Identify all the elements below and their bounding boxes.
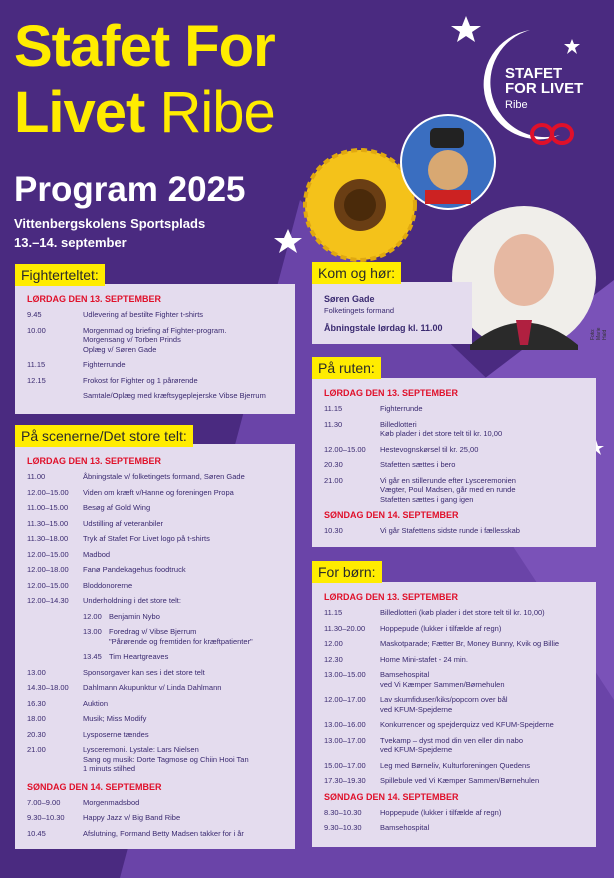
- schedule-row: [27, 798, 283, 808]
- schedule-text: Besøg af Gold Wing: [83, 503, 151, 512]
- schedule-row: [324, 404, 584, 414]
- section-heading: Fighterteltet:: [15, 264, 105, 286]
- schedule-time: 10.00: [27, 325, 46, 335]
- star-icon: [451, 16, 481, 42]
- schedule-text: Morgenmad og briefing af Fighter-program. Morgensang v/ Torben Prinds Oplæg v/ Søren Gade: [83, 325, 227, 354]
- schedule-text: Vi går en stillerunde efter Lysceremonien Vægter, Poul Madsen, går med en runde Stafetten sættes i gang igen: [380, 475, 516, 504]
- schedule-row: [324, 639, 584, 649]
- schedule-text: Stafetten sættes i bero: [380, 460, 456, 469]
- schedule-time: 13.00–17.00: [324, 735, 366, 745]
- schedule-row: [27, 472, 283, 482]
- schedule-row: [27, 310, 283, 320]
- schedule-text: Bamsehospital: [380, 823, 430, 832]
- schedule-row: [324, 776, 584, 786]
- schedule-row: [324, 655, 584, 665]
- schedule-text: Konkurrencer og spejderquizz ved KFUM-Spejderne: [380, 720, 554, 729]
- schedule-text: Foredrag v/ Vibse Bjerrum "Pårørende og fremtiden for kræftpatienter": [109, 627, 253, 646]
- schedule-time: 9.30–10.30: [27, 813, 65, 822]
- schedule-row: [83, 612, 283, 622]
- schedule-row: [324, 761, 584, 771]
- schedule-time: 11.30–15.00: [27, 518, 69, 528]
- schedule-text: Benjamin Nybo: [109, 611, 160, 621]
- schedule-text: Bloddonorerne: [83, 580, 133, 590]
- schedule-list: [27, 668, 283, 774]
- schedule-row: [324, 695, 584, 714]
- schedule-row: [27, 714, 283, 724]
- schedule-text: Lysceremoni. Lystale: Lars Nielsen Sang og musik: Dorte Tagmose og Chiin Hooi Tan 1 minuts stilhed: [83, 745, 249, 773]
- schedule-text: Vi går Stafettens sidste runde i fællesskab: [380, 526, 520, 535]
- section-heading: På ruten:: [312, 357, 381, 379]
- schedule-row: [324, 736, 584, 755]
- ruten-box: [312, 378, 596, 547]
- schedule-time: 13.00: [27, 667, 46, 677]
- schedule-row: [27, 699, 283, 709]
- schedule-row: [83, 627, 283, 646]
- schedule-time: 16.30: [27, 698, 46, 708]
- schedule-time: 12.00–15.00: [27, 549, 69, 559]
- schedule-row: [27, 596, 283, 606]
- schedule-row: [27, 391, 283, 401]
- schedule-row: [324, 670, 584, 689]
- schedule-text: Samtale/Oplæg med kræftsygeplejerske Vibse Bjerrum: [83, 391, 266, 400]
- schedule-text: Dahlmann Akupunktur v/ Linda Dahlmann: [83, 683, 222, 692]
- schedule-row: [83, 652, 283, 662]
- schedule-text: Auktion: [83, 698, 109, 708]
- schedule-time: 11.00: [27, 472, 46, 481]
- schedule-list: [324, 808, 584, 833]
- schedule-time: 9.30–10.30: [324, 823, 362, 832]
- schedule-time: [27, 391, 83, 401]
- logo-line3: Ribe: [505, 99, 528, 111]
- star-icon: [564, 39, 580, 54]
- schedule-list: [27, 472, 283, 606]
- day-heading: SØNDAG DEN 14. SEPTEMBER: [27, 781, 162, 792]
- schedule-time: 11.00–15.00: [27, 503, 69, 512]
- schedule-text: Madbod: [83, 549, 111, 559]
- portrait-image: [452, 206, 596, 350]
- schedule-text: Hestevognskørsel til kr. 25,00: [380, 444, 479, 454]
- schedule-text: Leg med Børneliv, Kulturforeningen Quedens: [380, 760, 530, 770]
- schedule-row: [27, 534, 283, 544]
- schedule-row: [27, 829, 283, 839]
- schedule-time: 12.15: [27, 375, 46, 385]
- schedule-row: [324, 823, 584, 833]
- schedule-text: Sponsorgaver kan ses i det store telt: [83, 667, 205, 677]
- schedule-text: Billedlotteri Køb plader i det store telt til kr. 10,00: [380, 419, 503, 438]
- schedule-time: 8.30–10.30: [324, 807, 362, 817]
- speech-time: Åbningstale lørdag kl. 11.00: [324, 323, 443, 333]
- schedule-text: Åbningstale v/ folketingets formand, Søren Gade: [83, 472, 245, 481]
- schedule-time: 9.45: [27, 310, 42, 319]
- section-heading: På scenerne/Det store telt:: [15, 425, 193, 447]
- schedule-time: 20.30: [324, 460, 343, 469]
- schedule-row: [27, 730, 283, 740]
- schedule-time: 12.00–15.00: [27, 487, 69, 497]
- schedule-row: [27, 745, 283, 774]
- venue: Vittenbergskolens Sportsplads: [14, 216, 206, 231]
- schedule-text: Lysposerne tændes: [83, 729, 149, 739]
- schedule-text: Udstilling af veteranbiler: [83, 518, 164, 528]
- schedule-row: [27, 503, 283, 513]
- day-heading: LØRDAG DEN 13. SEPTEMBER: [324, 388, 459, 398]
- fighter-box: [15, 284, 295, 414]
- day-heading: LØRDAG DEN 13. SEPTEMBER: [27, 456, 162, 466]
- schedule-time: 21.00: [27, 745, 46, 754]
- schedule-text: Hoppepude (lukker i tilfælde af regn): [380, 807, 502, 817]
- kom-box: [312, 282, 472, 344]
- schedule-sublist: [83, 612, 283, 662]
- schedule-text: Bamsehospital ved Vi Kæmper Sammen/Børnehulen: [380, 670, 505, 689]
- schedule-list: [324, 526, 584, 536]
- schedule-row: [27, 581, 283, 591]
- schedule-text: Hoppepude (lukker i tilfælde af regn): [380, 623, 502, 633]
- schedule-row: [27, 326, 283, 355]
- schedule-time: 12.00–18.00: [27, 565, 69, 574]
- schedule-row: [27, 565, 283, 575]
- schedule-text: Udlevering af bestilte Fighter t-shirts: [83, 310, 204, 319]
- schedule-text: Afslutning, Formand Betty Madsen takker for i år: [83, 828, 244, 838]
- mascot-image: [401, 115, 495, 209]
- schedule-row: [324, 420, 584, 439]
- infinity-logo-icon: [532, 125, 572, 143]
- schedule-time: 10.45: [27, 828, 46, 838]
- schedule-time: 13.45: [83, 652, 102, 661]
- schedule-text: Home Mini-stafet - 24 min.: [380, 654, 468, 664]
- speaker-role: Folketingets formand: [324, 306, 395, 315]
- schedule-text: Frokost for Fighter og 1 pårørende: [83, 375, 198, 385]
- schedule-row: [324, 608, 584, 618]
- schedule-time: 14.30–18.00: [27, 683, 69, 692]
- schedule-row: [324, 808, 584, 818]
- day-heading: SØNDAG DEN 14. SEPTEMBER: [324, 510, 459, 520]
- schedule-text: Viden om kræft v/Hanne og foreningen Propa: [83, 487, 234, 497]
- schedule-time: 12.00–15.00: [324, 444, 366, 454]
- schedule-text: Musik; Miss Modify: [83, 714, 147, 723]
- logo-line1: STAFET: [505, 65, 563, 82]
- schedule-time: 15.00–17.00: [324, 760, 366, 770]
- schedule-time: 13.00: [83, 627, 102, 636]
- schedule-time: 11.15: [27, 360, 46, 369]
- schedule-row: [27, 668, 283, 678]
- schedule-time: 11.15: [324, 608, 343, 617]
- schedule-text: Spillebule ved Vi Kæmper Sammen/Børnehulen: [380, 776, 540, 785]
- schedule-row: [27, 488, 283, 498]
- schedule-text: Fighterrunde: [83, 360, 126, 369]
- schedule-text: Fanø Pandekagehus foodtruck: [83, 565, 186, 574]
- schedule-time: 17.30–19.30: [324, 776, 366, 785]
- born-box: [312, 582, 596, 847]
- schedule-time: 10.30: [324, 526, 343, 535]
- day-heading: LØRDAG DEN 13. SEPTEMBER: [27, 294, 162, 304]
- schedule-time: 20.30: [27, 729, 46, 739]
- schedule-text: Underholdning i det store telt:: [83, 596, 181, 605]
- section-heading: For børn:: [312, 561, 382, 583]
- schedule-row: [27, 519, 283, 529]
- schedule-time: 21.00: [324, 475, 343, 485]
- schedule-row: [27, 550, 283, 560]
- schedule-text: Tryk af Stafet For Livet logo på t-shirts: [83, 534, 210, 543]
- section-heading: Kom og hør:: [312, 262, 401, 284]
- schedule-row: [324, 624, 584, 634]
- schedule-time: 11.15: [324, 404, 343, 413]
- scene-box: [15, 444, 295, 849]
- schedule-time: 12.00: [324, 639, 343, 648]
- schedule-time: 12.00–15.00: [27, 580, 69, 590]
- schedule-time: 11.30–18.00: [27, 534, 69, 543]
- schedule-time: 12.00: [83, 611, 102, 621]
- schedule-text: Lav skumfiduser/kiks/popcorn over bål ved KFUM-Spejderne: [380, 695, 508, 714]
- schedule-row: [324, 445, 584, 455]
- schedule-time: 12.00–17.00: [324, 695, 366, 704]
- logo-line2: FOR LIVET: [505, 80, 584, 97]
- schedule-list: [324, 404, 584, 504]
- schedule-row: [324, 526, 584, 536]
- schedule-text: Billedlotteri (køb plader i det store telt til kr. 10,00): [380, 608, 545, 617]
- schedule-row: [27, 813, 283, 823]
- schedule-list: [324, 608, 584, 786]
- sunflower-image: [305, 150, 415, 260]
- schedule-time: 13.00–15.00: [324, 670, 366, 679]
- program-title: Program 2025: [14, 170, 246, 209]
- schedule-time: 18.00: [27, 714, 46, 723]
- dates: 13.–14. september: [14, 235, 127, 250]
- schedule-row: [27, 376, 283, 386]
- schedule-text: Tvekamp – dyst mod din ven eller din nabo ved KFUM-Spejderne: [380, 735, 523, 754]
- schedule-row: [324, 460, 584, 470]
- schedule-text: Maskotparade; Fætter Br, Money Bunny, Kvik og Billie: [380, 639, 560, 648]
- speaker-name: Søren Gade: [324, 294, 375, 304]
- schedule-row: [324, 476, 584, 505]
- schedule-time: 11.30–20.00: [324, 623, 366, 633]
- schedule-text: Happy Jazz v/ Big Band Ribe: [83, 813, 181, 822]
- schedule-text: Fighterrunde: [380, 404, 423, 413]
- schedule-text: Morgenmadsbod: [83, 797, 140, 807]
- page-title-line2: Livet Ribe: [14, 80, 275, 145]
- schedule-time: 12.00–14.30: [27, 596, 69, 605]
- day-heading: LØRDAG DEN 13. SEPTEMBER: [324, 592, 459, 602]
- schedule-time: 13.00–16.00: [324, 720, 366, 729]
- schedule-time: 11.30: [324, 419, 343, 429]
- schedule-time: 7.00–9.00: [27, 797, 61, 807]
- page-title-line1: Stafet For: [14, 14, 275, 79]
- schedule-text: Tim Heartgreaves: [109, 652, 169, 661]
- day-heading: SØNDAG DEN 14. SEPTEMBER: [324, 791, 459, 802]
- schedule-time: 12.30: [324, 654, 343, 664]
- schedule-list: [27, 798, 283, 839]
- photo-credit: Foto: Marie Hald: [590, 327, 608, 340]
- schedule-row: [27, 360, 283, 370]
- schedule-row: [324, 720, 584, 730]
- schedule-list: [27, 310, 283, 401]
- schedule-row: [27, 683, 283, 693]
